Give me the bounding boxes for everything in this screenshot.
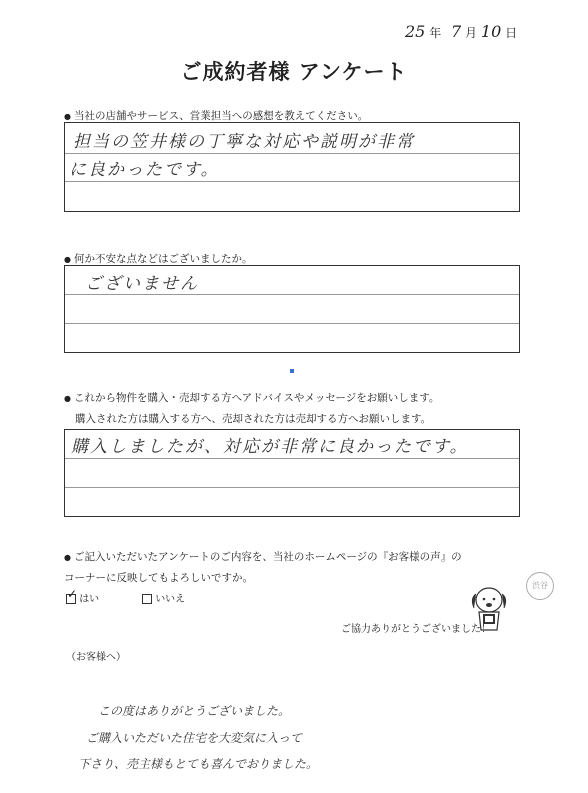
answer-1-line-1: 担当の笠井様の丁寧な対応や説明が非常 [73,132,415,152]
question-4 [64,549,462,564]
stamp-text: 渋谷 [532,581,548,590]
question-3-text-1: これから物件を購入・売却する方へアドバイスやメッセージをお願いします。 [73,392,440,404]
question-4-text-2: コーナーに反映してもよろしいですか。 [64,572,253,584]
message-line-1: この度はありがとうございました。 [98,704,291,718]
option-yes-label: はい [79,594,100,605]
bullet-icon: ● [64,553,71,562]
date-year: 25 [405,22,426,41]
survey-date [405,22,517,41]
answer-2: ございません [85,274,199,294]
question-2 [64,251,252,266]
message-line-3: 下さり、売主様もとても喜んでおりました。 [78,757,319,771]
thanks-text: ご協力ありがとうございました！ [341,624,491,635]
bullet-icon: ● [64,112,71,121]
date-year-suffix: 年 [429,26,442,40]
date-day: 10 [480,22,502,41]
date-day-suffix: 日 [505,26,518,40]
option-yes[interactable] [66,587,100,605]
date-month: 7 [451,22,462,41]
date-month-suffix: 月 [465,26,478,40]
option-no-label: いいえ [155,594,186,605]
bullet-icon: ● [64,394,71,403]
answer-box-3 [64,429,520,517]
to-customer-label: （お客様へ） [66,652,126,663]
message-line-2: ご購入いただいた住宅を大変気に入って [86,731,303,745]
answer-3: 購入しましたが、対応が非常に良かったです。 [71,437,469,457]
answer-1-line-2: に良かったです。 [69,160,220,180]
question-1 [64,108,368,123]
question-4-text-1: ご記入いただいたアンケートのご内容を、当社のホームページの『お客様の声』の [73,551,462,563]
scan-mark [290,369,294,373]
question-2-text: 何か不安な点などはございましたか。 [73,253,253,265]
answer-box-1 [64,122,520,212]
question-1-text: 当社の店舗やサービス、営業担当への感想を教えてください。 [73,110,369,122]
checkbox-checked-icon[interactable]: ✓ [66,594,76,604]
answer-box-2 [64,265,520,353]
stamp [526,572,554,600]
question-3-text-2: 購入された方は購入する方へ、売却された方は売却する方へお願いします。 [75,413,432,425]
question-3 [64,390,439,405]
checkbox-icon[interactable] [142,594,152,604]
bullet-icon: ● [64,255,71,264]
page-title: ご成約者様 アンケート [180,60,408,84]
option-no[interactable] [142,590,185,605]
